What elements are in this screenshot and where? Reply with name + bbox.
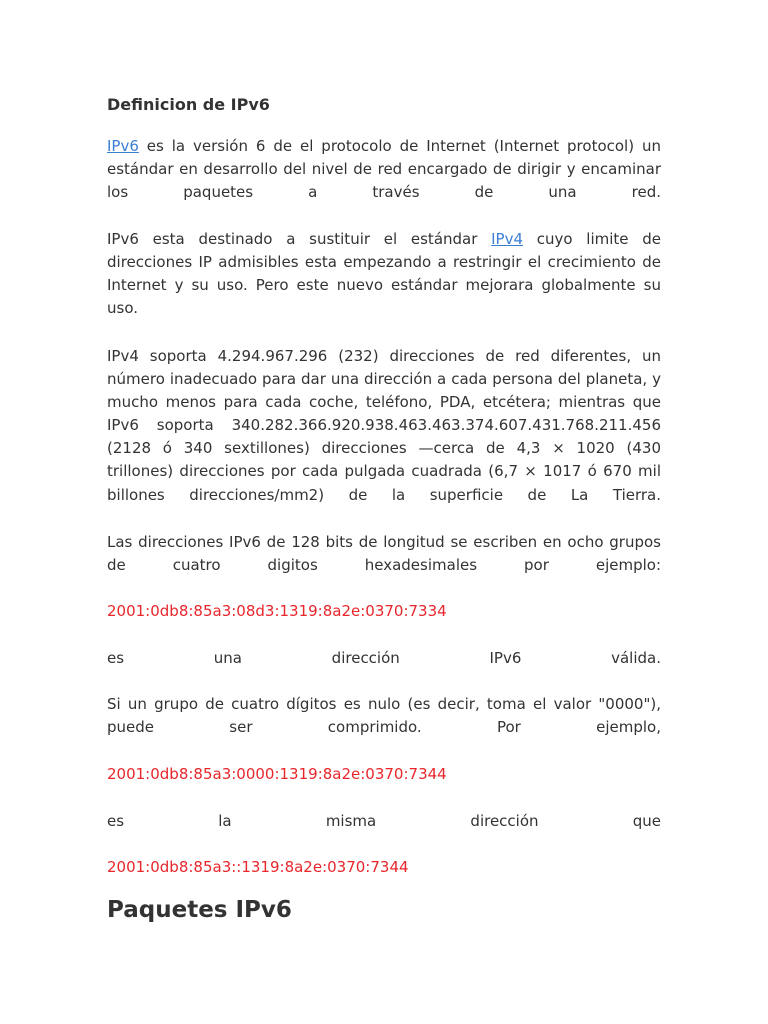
- paragraph-address-count: IPv4 soporta 4.294.967.296 (232) direcciones de red diferentes, un número inadecuado para dar una dirección a cada persona del planeta, y mucho menos para cada coche, teléfono, PDA, etcétera; mientras que IPv6 soporta 340.282.366.920.938.463.463.374.607.431.768.211.456 (2128 ó 340 sextillones) direcciones —cerca de 4,3 × 1020 (430 trillones) direcciones por cada pulgada cuadrada (6,7 × 1017 ó 670 mil billones direcciones/mm2) de la superficie de La Tierra.: [107, 347, 661, 504]
- paragraph-ipv6-intro: [107, 135, 661, 204]
- ipv6-link[interactable]: IPv6: [107, 137, 139, 155]
- paragraph-compression: Si un grupo de cuatro dígitos es nulo (es decir, toma el valor "0000"), puede ser comprimido. Por ejemplo,: [107, 695, 661, 737]
- ipv6-address-example-2: 2001:0db8:85a3:0000:1319:8a2e:0370:7344: [107, 765, 447, 783]
- ipv6-address-example-1: 2001:0db8:85a3:08d3:1319:8a2e:0370:7334: [107, 602, 447, 620]
- section-heading-paquetes: Paquetes IPv6: [107, 897, 292, 923]
- ipv4-link[interactable]: IPv4: [491, 230, 524, 248]
- paragraph-valid-address: es una dirección IPv6 válida.: [107, 649, 661, 667]
- paragraph-same-address: es la misma dirección que: [107, 812, 661, 830]
- paragraph-address-format: Las direcciones IPv6 de 128 bits de longitud se escriben en ocho grupos de cuatro digitos hexadesimales por ejemplo:: [107, 533, 661, 575]
- paragraph-ipv6-replace-after: cuyo limite de direcciones IP admisibles esta empezando a restringir el crecimiento de Internet y su uso. Pero este nuevo estándar mejorara globalmente su uso.: [107, 230, 661, 318]
- paragraph-ipv6-intro-text: es la versión 6 de el protocolo de Internet (Internet protocol) un estándar en desarrollo del nivel de red encargado de dirigir y encaminar los paquetes a través de una red.: [107, 137, 661, 202]
- paragraph-ipv6-replace-before: IPv6 esta destinado a sustituir el estándar: [107, 230, 492, 248]
- paragraph-ipv6-replace: [107, 228, 661, 320]
- section-heading-definicion: Definicion de IPv6: [107, 95, 270, 114]
- ipv6-address-example-3: 2001:0db8:85a3::1319:8a2e:0370:7344: [107, 858, 409, 876]
